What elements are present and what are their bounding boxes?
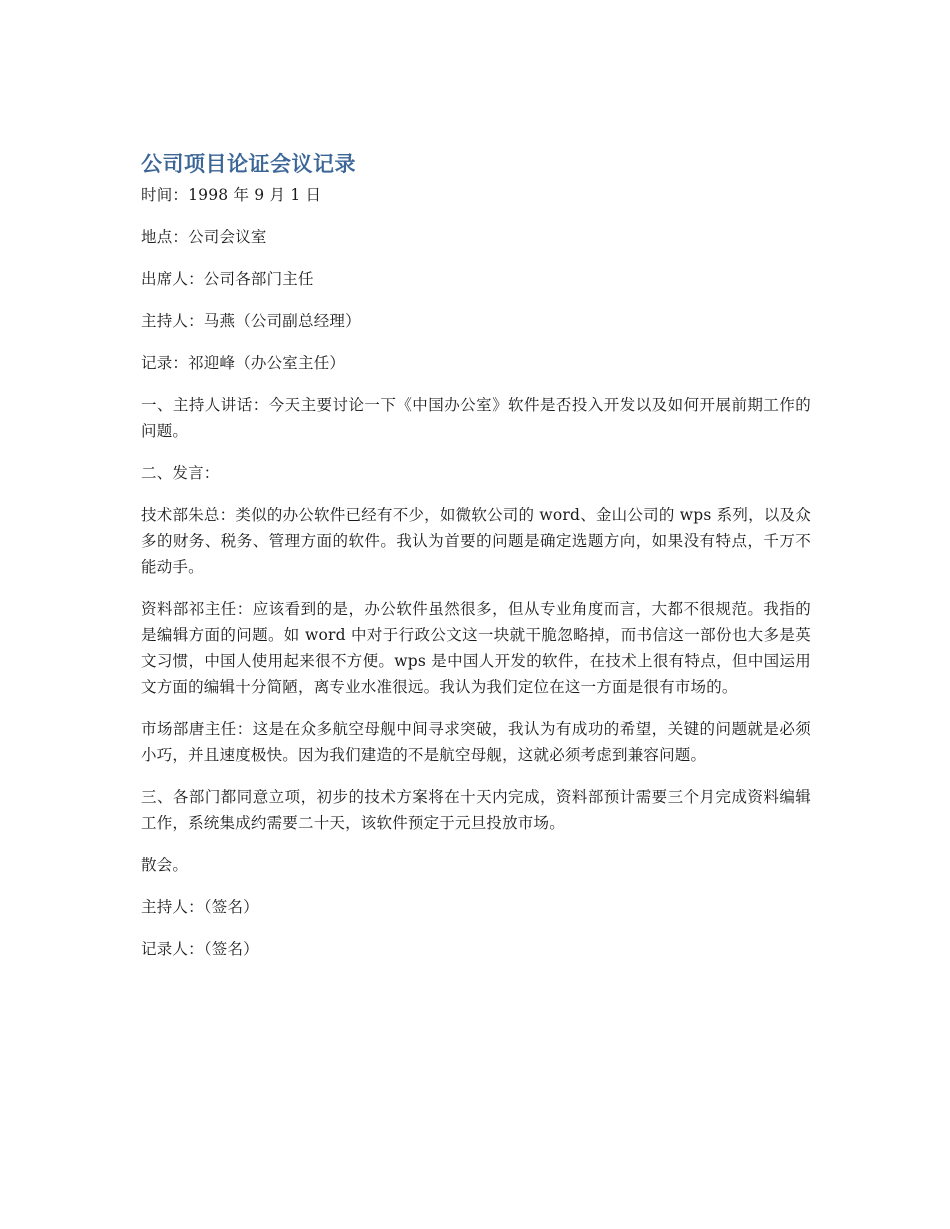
speeches-heading: 二、发言： <box>141 464 220 482</box>
meeting-adjourn: 散会。 <box>141 856 189 874</box>
document-page <box>141 150 811 978</box>
meeting-host: 主持人：马燕（公司副总经理） <box>141 312 361 330</box>
meeting-recorder: 记录：祁迎峰（办公室主任） <box>141 354 346 372</box>
host-speech: 一、主持人讲话：今天主要讨论一下《中国办公室》软件是否投入开发以及如何开展前期工作的问题。 <box>141 396 811 440</box>
meeting-attendees: 出席人：公司各部门主任 <box>141 270 314 288</box>
recorder-signature: 记录人：（签名） <box>141 940 259 958</box>
speech-tech-dept: 技术部朱总：类似的办公软件已经有不少，如微软公司的 word、金山公司的 wps 系列，以及众多的财务、税务、管理方面的软件。我认为首要的问题是确定选题方向，如果没有特点，千万不能动手。 <box>141 506 811 576</box>
meeting-time: 时间：1998 年 9 月 1 日 <box>141 186 322 204</box>
meeting-place: 地点：公司会议室 <box>141 228 267 246</box>
document-title: 公司项目论证会议记录 <box>141 152 356 176</box>
host-signature: 主持人：（签名） <box>141 898 259 916</box>
speech-market-dept: 市场部唐主任：这是在众多航空母舰中间寻求突破，我认为有成功的希望，关键的问题就是必须小巧，并且速度极快。因为我们建造的不是航空母舰，这就必须考虑到兼容问题。 <box>141 720 811 764</box>
meeting-decision: 三、各部门都同意立项，初步的技术方案将在十天内完成，资料部预计需要三个月完成资料编辑工作，系统集成约需要二十天，该软件预定于元旦投放市场。 <box>141 788 811 832</box>
speech-data-dept: 资料部祁主任：应该看到的是，办公软件虽然很多，但从专业角度而言，大都不很规范。我指的是编辑方面的问题。如 word 中对于行政公文这一块就干脆忽略掉，而书信这一部份也大多是英文习惯，中国人使用起来很不方便。wps 是中国人开发的软件，在技术上很有特点，但中国运用文方面的编辑十分简陋，离专业水准很远。我认为我们定位在这一方面是很有市场的。 <box>141 600 811 696</box>
